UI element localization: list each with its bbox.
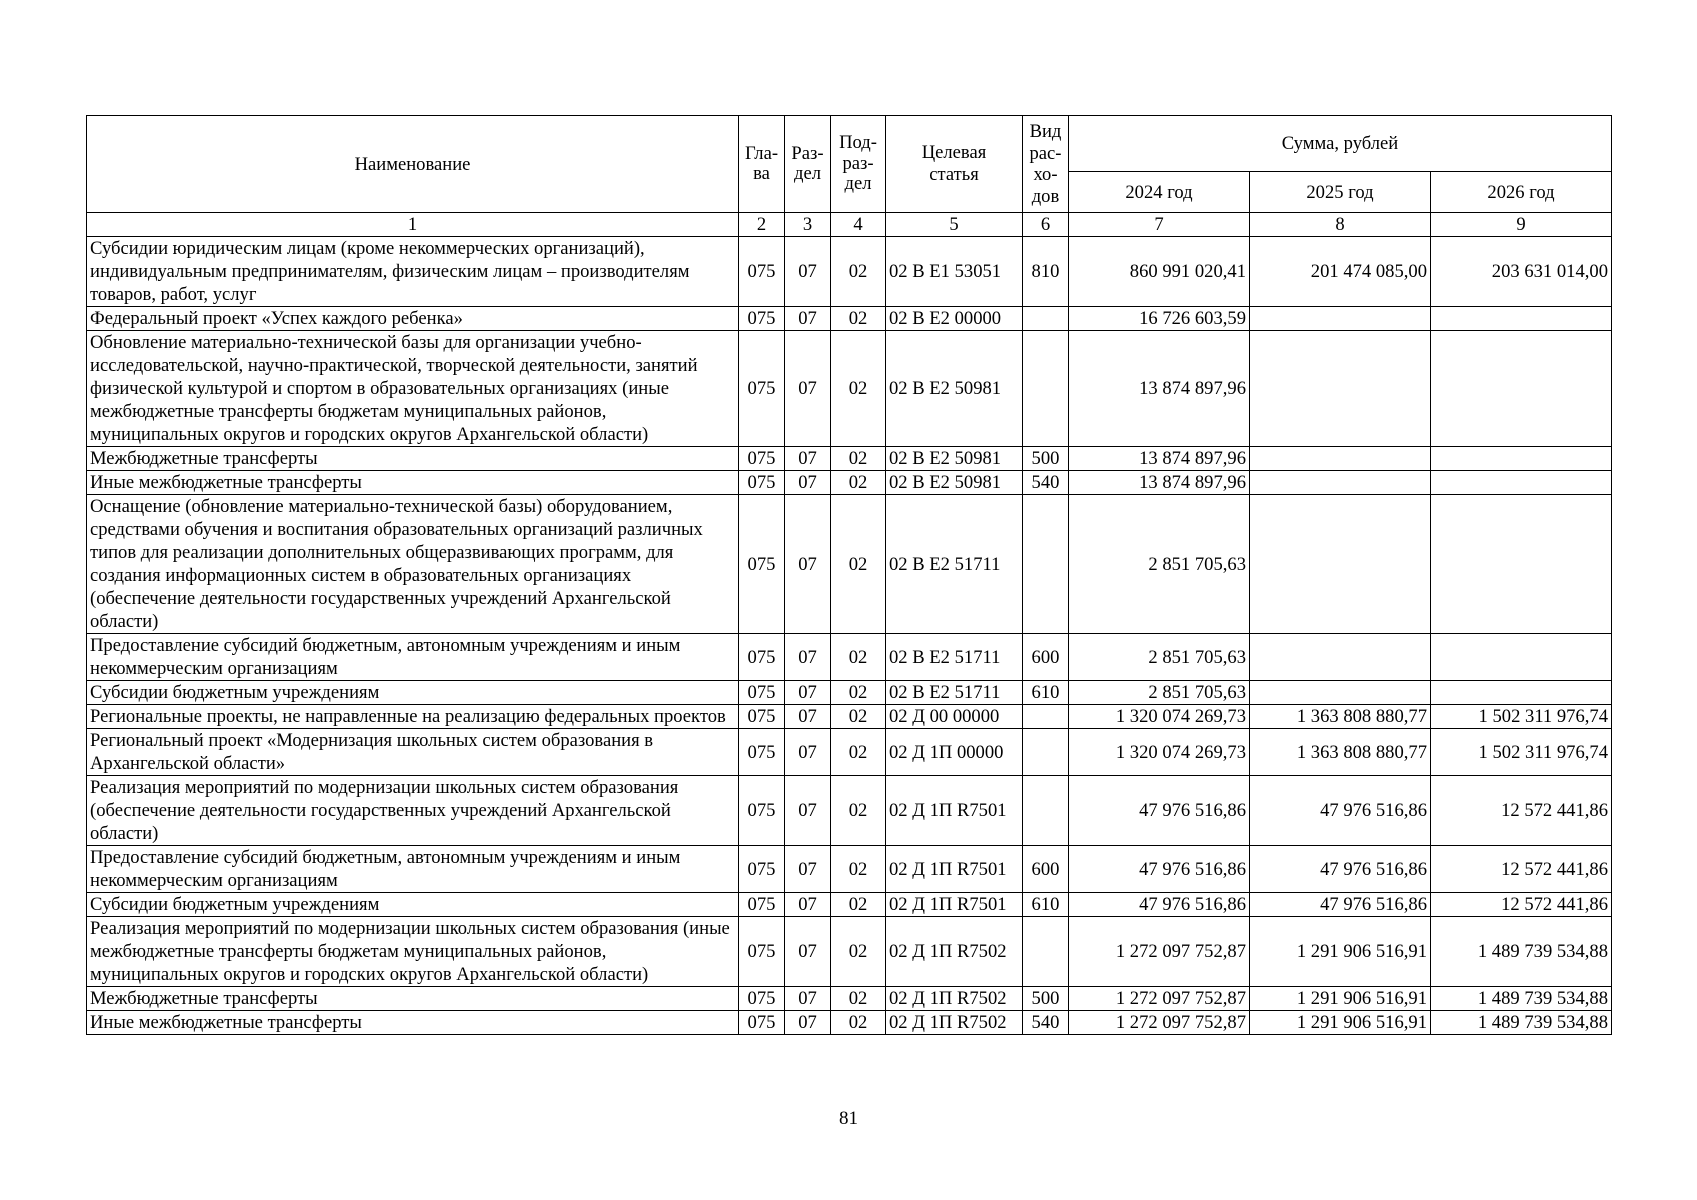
row-target: 02 Д 1П R7501: [886, 893, 1023, 917]
row-name: Межбюджетные трансферты: [87, 447, 739, 471]
row-vid: [1023, 729, 1069, 776]
row-glava: 075: [739, 237, 785, 307]
row-amount-2024: 1 272 097 752,87: [1069, 987, 1250, 1011]
row-amount-2025: [1250, 447, 1431, 471]
row-glava: 075: [739, 893, 785, 917]
header-vid: Вид рас- хо- дов: [1023, 116, 1069, 213]
row-glava: 075: [739, 705, 785, 729]
row-podrazdel: 02: [831, 1011, 886, 1035]
row-amount-2025: [1250, 471, 1431, 495]
row-amount-2024: 2 851 705,63: [1069, 495, 1250, 634]
row-vid: 600: [1023, 846, 1069, 893]
column-number: 9: [1431, 213, 1612, 237]
row-name: Региональные проекты, не направленные на реализацию федеральных проектов: [87, 705, 739, 729]
row-amount-2025: 1 291 906 516,91: [1250, 917, 1431, 987]
table-row: [87, 471, 1612, 495]
row-razdel: 07: [785, 893, 831, 917]
row-amount-2025: 47 976 516,86: [1250, 846, 1431, 893]
header-podrazdel: Под- раз- дел: [831, 116, 886, 213]
row-podrazdel: 02: [831, 705, 886, 729]
row-razdel: 07: [785, 237, 831, 307]
row-name: Оснащение (обновление материально-технической базы) оборудованием, средствами обучения и воспитания образовательных организаций различных типов для реализации дополнительных общеразвивающих программ, для создания информационных систем в образовательных организациях (обеспечение деятельности государственных учреждений Архангельской области): [87, 495, 739, 634]
row-vid: [1023, 307, 1069, 331]
row-razdel: 07: [785, 681, 831, 705]
row-amount-2024: 16 726 603,59: [1069, 307, 1250, 331]
row-glava: 075: [739, 917, 785, 987]
row-name: Предоставление субсидий бюджетным, автономным учреждениям и иным некоммерческим организациям: [87, 846, 739, 893]
row-amount-2024: 47 976 516,86: [1069, 776, 1250, 846]
row-glava: 075: [739, 447, 785, 471]
row-glava: 075: [739, 634, 785, 681]
row-amount-2024: 13 874 897,96: [1069, 447, 1250, 471]
row-razdel: 07: [785, 705, 831, 729]
header-sum: Сумма, рублей: [1069, 116, 1612, 172]
row-amount-2026: [1431, 681, 1612, 705]
row-podrazdel: 02: [831, 987, 886, 1011]
column-number: 6: [1023, 213, 1069, 237]
row-amount-2024: 1 320 074 269,73: [1069, 729, 1250, 776]
row-name: Субсидии юридическим лицам (кроме некоммерческих организаций), индивидуальным предпринимателям, физическим лицам – производителям товаров, работ, услуг: [87, 237, 739, 307]
row-amount-2026: 203 631 014,00: [1431, 237, 1612, 307]
row-amount-2024: 2 851 705,63: [1069, 681, 1250, 705]
row-amount-2024: 13 874 897,96: [1069, 331, 1250, 447]
row-amount-2025: [1250, 495, 1431, 634]
row-podrazdel: 02: [831, 681, 886, 705]
row-vid: 810: [1023, 237, 1069, 307]
row-razdel: 07: [785, 447, 831, 471]
row-vid: 500: [1023, 987, 1069, 1011]
column-number: 4: [831, 213, 886, 237]
row-vid: 610: [1023, 681, 1069, 705]
row-target: 02 В Е2 50981: [886, 447, 1023, 471]
row-target: 02 Д 1П R7501: [886, 776, 1023, 846]
row-podrazdel: 02: [831, 495, 886, 634]
row-amount-2025: [1250, 307, 1431, 331]
header-glava: Гла- ва: [739, 116, 785, 213]
table-row: [87, 634, 1612, 681]
column-number: 5: [886, 213, 1023, 237]
row-vid: 540: [1023, 471, 1069, 495]
row-podrazdel: 02: [831, 846, 886, 893]
row-amount-2024: 2 851 705,63: [1069, 634, 1250, 681]
header-razdel: Раз- дел: [785, 116, 831, 213]
row-amount-2026: 12 572 441,86: [1431, 776, 1612, 846]
row-name: Субсидии бюджетным учреждениям: [87, 681, 739, 705]
row-target: 02 Д 1П R7501: [886, 846, 1023, 893]
row-amount-2026: [1431, 447, 1612, 471]
table-row: [87, 846, 1612, 893]
row-glava: 075: [739, 471, 785, 495]
column-number-row: [87, 213, 1612, 237]
row-razdel: 07: [785, 1011, 831, 1035]
row-amount-2026: [1431, 634, 1612, 681]
row-glava: 075: [739, 331, 785, 447]
row-target: 02 В Е2 00000: [886, 307, 1023, 331]
row-amount-2024: 1 320 074 269,73: [1069, 705, 1250, 729]
row-amount-2025: [1250, 634, 1431, 681]
row-podrazdel: 02: [831, 776, 886, 846]
row-target: 02 Д 00 00000: [886, 705, 1023, 729]
header-2024: 2024 год: [1069, 172, 1250, 213]
row-amount-2026: 1 489 739 534,88: [1431, 987, 1612, 1011]
row-target: 02 Д 1П R7502: [886, 1011, 1023, 1035]
row-target: 02 В Е2 51711: [886, 681, 1023, 705]
table-row: [87, 1011, 1612, 1035]
row-razdel: 07: [785, 495, 831, 634]
row-amount-2025: 1 291 906 516,91: [1250, 1011, 1431, 1035]
row-amount-2024: 47 976 516,86: [1069, 893, 1250, 917]
row-name: Субсидии бюджетным учреждениям: [87, 893, 739, 917]
row-amount-2025: 1 363 808 880,77: [1250, 729, 1431, 776]
row-amount-2026: 1 502 311 976,74: [1431, 729, 1612, 776]
row-podrazdel: 02: [831, 917, 886, 987]
row-amount-2026: [1431, 471, 1612, 495]
row-target: 02 В Е2 51711: [886, 634, 1023, 681]
table-row: [87, 987, 1612, 1011]
row-amount-2024: 1 272 097 752,87: [1069, 1011, 1250, 1035]
row-razdel: 07: [785, 917, 831, 987]
row-razdel: 07: [785, 987, 831, 1011]
row-amount-2025: 1 363 808 880,77: [1250, 705, 1431, 729]
row-vid: [1023, 776, 1069, 846]
row-name: Межбюджетные трансферты: [87, 987, 739, 1011]
row-glava: 075: [739, 681, 785, 705]
column-number: 8: [1250, 213, 1431, 237]
row-target: 02 В Е2 51711: [886, 495, 1023, 634]
table-row: [87, 331, 1612, 447]
row-podrazdel: 02: [831, 331, 886, 447]
row-amount-2026: 1 489 739 534,88: [1431, 917, 1612, 987]
table-row: [87, 917, 1612, 987]
row-amount-2026: 12 572 441,86: [1431, 846, 1612, 893]
row-podrazdel: 02: [831, 634, 886, 681]
header-name: Наименование: [87, 116, 739, 213]
row-vid: [1023, 495, 1069, 634]
row-razdel: 07: [785, 307, 831, 331]
row-amount-2025: 47 976 516,86: [1250, 893, 1431, 917]
row-name: Иные межбюджетные трансферты: [87, 471, 739, 495]
row-razdel: 07: [785, 634, 831, 681]
table-row: [87, 776, 1612, 846]
row-vid: [1023, 331, 1069, 447]
row-razdel: 07: [785, 331, 831, 447]
row-podrazdel: 02: [831, 307, 886, 331]
column-number: 3: [785, 213, 831, 237]
row-target: 02 В Е2 50981: [886, 471, 1023, 495]
row-amount-2025: 1 291 906 516,91: [1250, 987, 1431, 1011]
row-amount-2024: 1 272 097 752,87: [1069, 917, 1250, 987]
table-row: [87, 307, 1612, 331]
row-podrazdel: 02: [831, 447, 886, 471]
row-glava: 075: [739, 729, 785, 776]
row-amount-2026: 1 489 739 534,88: [1431, 1011, 1612, 1035]
header-target: Целевая статья: [886, 116, 1023, 213]
column-number: 1: [87, 213, 739, 237]
row-amount-2024: 47 976 516,86: [1069, 846, 1250, 893]
row-glava: 075: [739, 1011, 785, 1035]
row-vid: 610: [1023, 893, 1069, 917]
row-target: 02 Д 1П 00000: [886, 729, 1023, 776]
row-name: Региональный проект «Модернизация школьных систем образования в Архангельской области»: [87, 729, 739, 776]
row-amount-2026: [1431, 331, 1612, 447]
table-row: [87, 705, 1612, 729]
table-row: [87, 237, 1612, 307]
column-number: 7: [1069, 213, 1250, 237]
row-amount-2026: 12 572 441,86: [1431, 893, 1612, 917]
row-target: 02 Д 1П R7502: [886, 987, 1023, 1011]
row-vid: 600: [1023, 634, 1069, 681]
row-name: Реализация мероприятий по модернизации школьных систем образования (иные межбюджетные трансферты бюджетам муниципальных районов, муниципальных округов и городских округов Архангельской области): [87, 917, 739, 987]
row-amount-2025: 47 976 516,86: [1250, 776, 1431, 846]
row-amount-2024: 13 874 897,96: [1069, 471, 1250, 495]
row-name: Обновление материально-технической базы для организации учебно-исследовательской, научно-практической, творческой деятельности, занятий физической культурой и спортом в образовательных организациях (иные межбюджетные трансферты бюджетам муниципальных районов, муниципальных округов и городских округов Архангельской области): [87, 331, 739, 447]
table-row: [87, 447, 1612, 471]
row-target: 02 В Е1 53051: [886, 237, 1023, 307]
budget-table: [86, 115, 1612, 1035]
table-row: [87, 893, 1612, 917]
row-amount-2025: [1250, 681, 1431, 705]
row-vid: 540: [1023, 1011, 1069, 1035]
table-row: [87, 495, 1612, 634]
table-row: [87, 681, 1612, 705]
row-name: Иные межбюджетные трансферты: [87, 1011, 739, 1035]
row-target: 02 В Е2 50981: [886, 331, 1023, 447]
row-vid: [1023, 705, 1069, 729]
row-razdel: 07: [785, 729, 831, 776]
row-glava: 075: [739, 776, 785, 846]
row-glava: 075: [739, 307, 785, 331]
row-razdel: 07: [785, 776, 831, 846]
row-podrazdel: 02: [831, 471, 886, 495]
row-name: Реализация мероприятий по модернизации школьных систем образования (обеспечение деятельности государственных учреждений Архангельской области): [87, 776, 739, 846]
row-glava: 075: [739, 987, 785, 1011]
row-target: 02 Д 1П R7502: [886, 917, 1023, 987]
header-2026: 2026 год: [1431, 172, 1612, 213]
table-row: [87, 729, 1612, 776]
page-number: 81: [839, 1108, 858, 1129]
row-glava: 075: [739, 846, 785, 893]
row-name: Федеральный проект «Успех каждого ребенка»: [87, 307, 739, 331]
row-amount-2025: 201 474 085,00: [1250, 237, 1431, 307]
row-glava: 075: [739, 495, 785, 634]
row-amount-2025: [1250, 331, 1431, 447]
row-amount-2024: 860 991 020,41: [1069, 237, 1250, 307]
row-podrazdel: 02: [831, 893, 886, 917]
row-vid: 500: [1023, 447, 1069, 471]
row-razdel: 07: [785, 471, 831, 495]
row-amount-2026: [1431, 307, 1612, 331]
header-2025: 2025 год: [1250, 172, 1431, 213]
row-podrazdel: 02: [831, 237, 886, 307]
row-podrazdel: 02: [831, 729, 886, 776]
row-amount-2026: [1431, 495, 1612, 634]
row-name: Предоставление субсидий бюджетным, автономным учреждениям и иным некоммерческим организациям: [87, 634, 739, 681]
row-vid: [1023, 917, 1069, 987]
row-amount-2026: 1 502 311 976,74: [1431, 705, 1612, 729]
column-number: 2: [739, 213, 785, 237]
row-razdel: 07: [785, 846, 831, 893]
